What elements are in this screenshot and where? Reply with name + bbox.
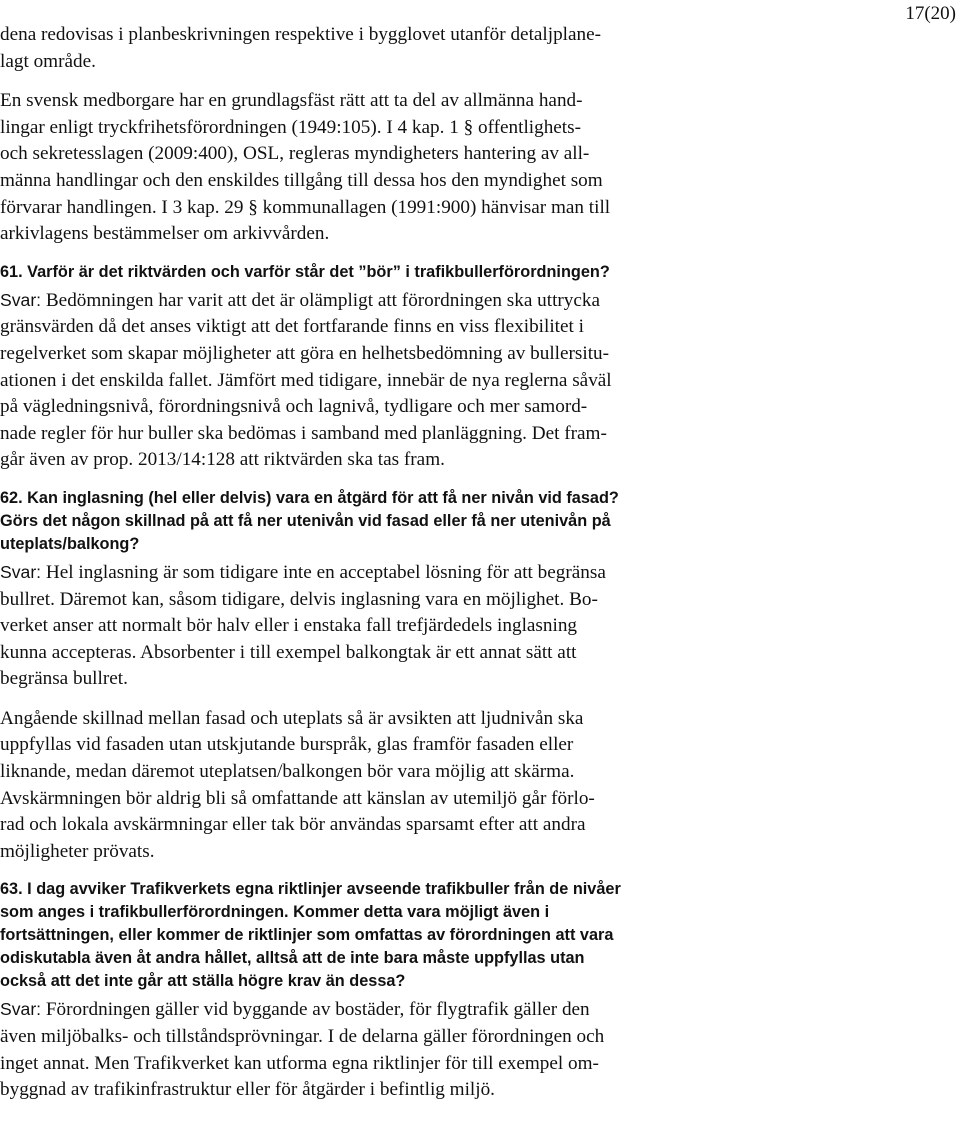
answer-62-extra-paragraph: Angående skillnad mellan fasad och uteplats så är avsikten att ljudnivån ska uppfyllas vid fasaden utan utskjutande burspråk, glas framför fasaden eller liknande, medan däremot uteplatsen/balkongen bör vara möjlig att skärma. Avskärmningen bör aldrig bli så omfattande att känslan av utemiljö går förlo- rad och lokala avskärmningar eller tak bör användas sparsamt efter att andra möjligheter prövats. xyxy=(0,707,595,862)
page-number: 17(20) xyxy=(905,3,956,24)
answer-61-text: Bedömningen har varit att det är olämpligt att förordningen ska uttrycka gränsvärden då det anses viktigt att det fortfarande finns en viss flexibilitet i regelverket som skapar möjligheter att göra en helhetsbedömning av bullersitu- ationen i det enskilda fallet. Jämfört med tidigare, innebär de nya reglerna såväl på vägledningsnivå, förordningsnivå och lagnivå, tydligare och mer samord- nade regler för hur buller ska bedömas i samband med planläggning. Det fram- går även av prop. 2013/14:128 att riktvärden ska tas fram. xyxy=(0,289,612,471)
answer-61 xyxy=(0,287,760,474)
question-62: 62. Kan inglasning (hel eller delvis) vara en åtgärd för att få ner nivån vid fasad? Görs det någon skillnad på att få ner utenivån vid fasad eller få ner utenivån på uteplats/balkong? xyxy=(0,488,619,553)
answer-63-text: Förordningen gäller vid byggande av bostäder, för flygtrafik gäller den även miljöbalks- och tillståndsprövningar. I de delarna gäller förordningen och inget annat. Men Trafikverket kan utforma egna riktlinjer för till exempel om- byggnad av trafikinfrastruktur eller för åtgärder i befintlig miljö. xyxy=(0,999,605,1101)
answer-62 xyxy=(0,559,760,693)
law-paragraph: En svensk medborgare har en grundlagsfäst rätt att ta del av allmänna hand- lingar enligt tryckfrihetsförordningen (1949:105). I 4 kap. 1 § offentlighets- och sekretesslagen (2009:400), OSL, regleras myndigheters hantering av all- männa handlingar och den enskildes tillgång till dessa hos den myndighet som förvarar handlingen. I 3 kap. 29 § kommunallagen (1991:900) hänvisar man till arkivlagens bestämmelser om arkivvården. xyxy=(0,90,611,245)
svar-label: Svar: xyxy=(0,999,42,1020)
svar-label: Svar: xyxy=(0,289,42,310)
answer-62-text: Hel inglasning är som tidigare inte en acceptabel lösning för att begränsa bullret. Däremot kan, såsom tidigare, delvis inglasning vara en möjlighet. Bo- verket anser att normalt bör halv eller i enstaka fall trefjärdedels inglasning kunna accepteras. Absorbenter i till exempel balkongtak är ett annat sätt att begränsa bullret. xyxy=(0,561,606,690)
answer-63 xyxy=(0,996,760,1103)
question-63: 63. I dag avviker Trafikverkets egna riktlinjer avseende trafikbuller från de nivåer som anges i trafikbullerförordningen. Kommer detta vara möjligt även i fortsättningen, eller kommer de riktlinjer som omfattas av förordningen att vara odiskutabla även åt andra hållet, alltså att de inte bara måste uppfyllas utan också att det inte går att ställa högre krav än dessa? xyxy=(0,880,621,991)
question-61: 61. Varför är det riktvärden och varför står det ”bör” i trafikbullerförordningen? xyxy=(0,262,610,281)
document-body xyxy=(0,22,760,1117)
intro-paragraph: dena redovisas i planbeskrivningen respektive i bygglovet utanför detaljplane- lagt område. xyxy=(0,24,602,72)
svar-label: Svar: xyxy=(0,561,42,582)
